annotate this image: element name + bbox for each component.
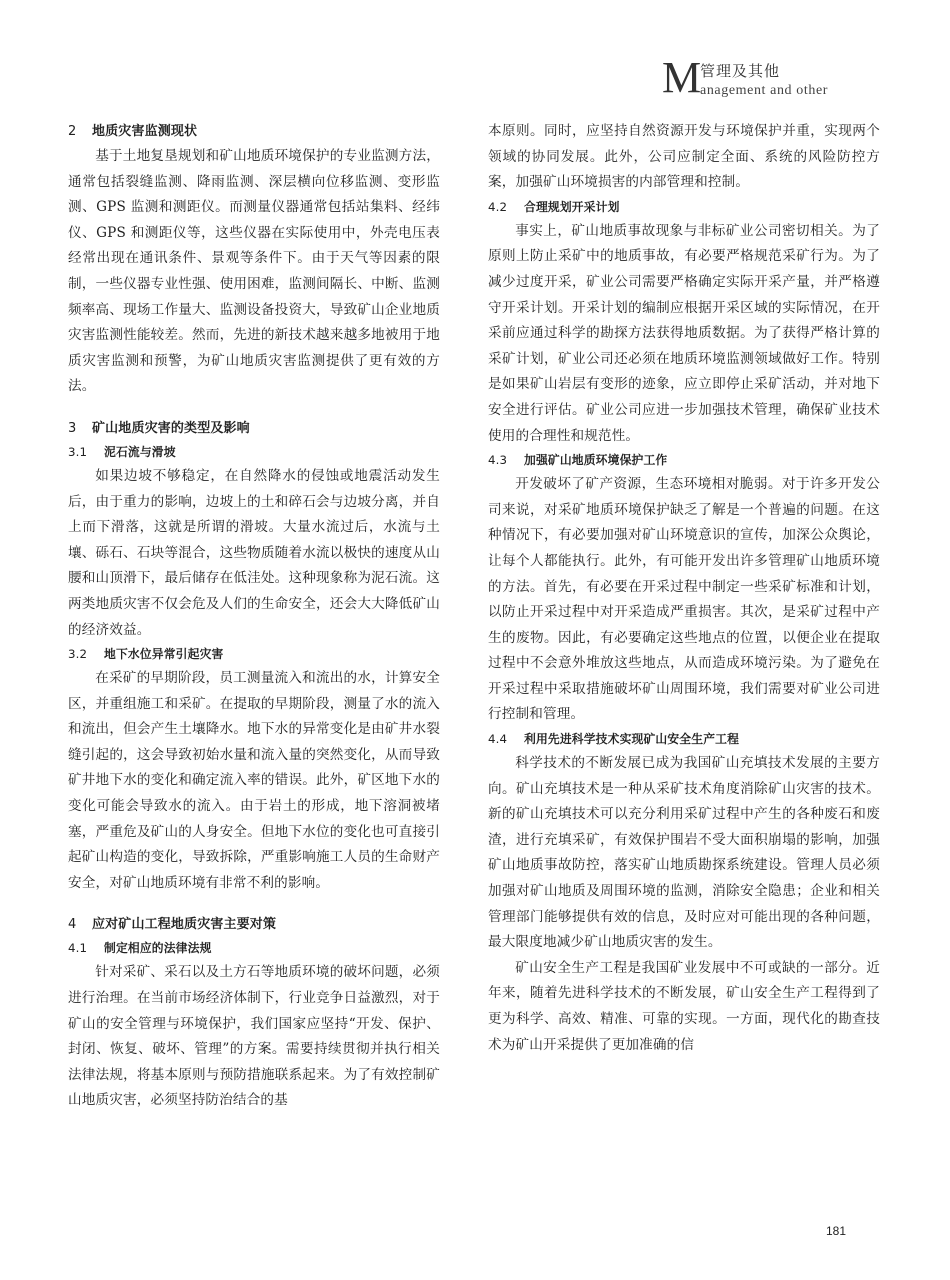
- header-logo-letter: M: [662, 53, 702, 102]
- paragraph: 开发破坏了矿产资源，生态环境相对脆弱。对于许多开发公司来说，对采矿地质环境保护缺乏了解是一个普遍的问题。在这种情况下，有必要加强对矿山环境意识的宣传，加深公众舆论，让每个人都能执行。此外，有可能开发出许多管理矿山地质环境的方法。首先，有必要在开采过程中制定一些采矿标准和计划，以防止开采过程中对开采造成严重损害。其次，是采矿过程中产生的废物。因此，有必要确定这些地点的位置，以便企业在提取过程中不会意外堆放这些地点，从而造成环境污染。为了避免在开采过程中采取措施破坏矿山周围环境，我们需要对矿业公司进行控制和管理。: [488, 476, 880, 723]
- paragraph-continued: 本原则。同时，应坚持自然资源开发与环境保护并重，实现两个领域的协同发展。此外，公司应制定全面、系统的风险防控方案，加强矿山环境损害的内部管理和控制。: [488, 123, 880, 191]
- paragraph: 在采矿的早期阶段，员工测量流入和流出的水，计算安全区，并重组施工和采矿。在提取的早期阶段，测量了水的流入和流出，但会产生土壤降水。地下水的异常变化是由矿井水裂缝引起的，这会导致初始水量和流入量的突然变化，从而导致矿井地下水的变化和确定流入率的错误。此外，矿区地下水的变化可能会导致水的流入。由于岩土的形成，地下溶洞被堵塞，严重危及矿山的人身安全。但地下水位的变化也可直接引起矿山构造的变化，导致拆除，严重影响施工人员的生命财产安全，对矿山地质环境有非常不利的影响。: [68, 670, 440, 891]
- paragraph: 针对采矿、采石以及土方石等地质环境的破坏问题，必须进行治理。在当前市场经济体制下，行业竞争日益激烈，对于矿山的安全管理与环境保护，我们国家应坚持“开发、保护、封闭、恢复、破坏、管理”的方案。需要持续贯彻并执行相关法律法规，将基本原则与预防措施联系起来。为了有效控制矿山地质灾害，必须坚持防治结合的基: [68, 964, 440, 1109]
- paragraph: 基于土地复垦规划和矿山地质环境保护的专业监测方法，通常包括裂缝监测、降雨监测、深层横向位移监测、变形监测、GPS 监测和测距仪。而测量仪器通常包括站集料、经纬仪、GPS 和测距仪等，这些仪器在实际使用中，外壳电压表经常出现在通讯条件、景观等条件下。由于天气等因素的限制，一些仪器专业性强、使用困难，监测间隔长、中断、监测频率高、现场工作量大、监测设备投资大，导致矿山企业地质灾害监测性能较差。然而，先进的新技术越来越多地被用于地质灾害监测和预警，为矿山地质灾害监测提供了更有效的方法。: [68, 148, 440, 395]
- paragraph: 科学技术的不断发展已成为我国矿山充填技术发展的主要方向。矿山充填技术是一种从采矿技术角度消除矿山灾害的技术。新的矿山充填技术可以充分利用采矿过程中产生的各种废石和废渣，进行充填采矿，有效保护围岩不受大面积崩塌的影响，加强矿山地质事故防控，落实矿山地质勘探系统建设。管理人员必须加强对矿山地质及周围环境的监测，消除安全隐患；企业和相关管理部门能够提供有效的信息，及时应对可能出现的各种问题，最大限度地减少矿山地质灾害的发生。: [488, 755, 880, 951]
- subsection-heading: 3.2 地下水位异常引起灾害: [68, 647, 224, 662]
- page-header: [662, 53, 862, 102]
- page-number: 181: [826, 1224, 847, 1238]
- header-section-title-en: anagement and other: [700, 83, 829, 98]
- right-column: [488, 119, 880, 1058]
- paragraph: 事实上，矿山地质事故现象与非标矿业公司密切相关。为了原则上防止采矿中的地质事故，有必要严格规范采矿行为。为了减少过度开采，矿业公司需要严格确定实际开采产量，并严格遵守开采计划。开采计划的编制应根据开采区域的实际情况，在开采前应通过科学的勘探方法获得地质数据。为了获得严格计算的采矿计划，矿业公司还必须在地质环境监测领域做好工作。特别是如果矿山岩层有变形的迹象，应立即停止采矿活动，并对地下安全进行评估。矿业公司应进一步加强技术管理，确保矿业技术使用的合理性和规范性。: [488, 222, 880, 444]
- section-heading: 2 地质灾害监测现状: [68, 124, 198, 139]
- header-section-title: 管理及其他: [700, 62, 781, 80]
- subsection-heading: 4.4 利用先进科学技术实现矿山安全生产工程: [488, 732, 740, 747]
- paragraph: 矿山安全生产工程是我国矿业发展中不可或缺的一部分。近年来，随着先进科学技术的不断发展，矿山安全生产工程得到了更为科学、高效、精准、可靠的实现。一方面，现代化的勘查技术为矿山开采提供了更加准确的信: [488, 959, 880, 1053]
- paragraph: 如果边坡不够稳定，在自然降水的侵蚀或地震活动发生后，由于重力的影响，边坡上的土和碎石会与边坡分离，并自上而下滑落，这就是所谓的滑坡。大量水流过后，水流与土壤、砾石、石块等混合，这些物质随着水流以极快的速度从山腰和山顶滑下，最后储存在低洼处。这种现象称为泥石流。这两类地质灾害不仅会危及人们的生命安全，还会大大降低矿山的经济效益。: [68, 467, 440, 638]
- subsection-heading: 3.1 泥石流与滑坡: [68, 444, 176, 459]
- subsection-heading: 4.2 合理规划开采计划: [488, 199, 620, 214]
- subsection-heading: 4.3 加强矿山地质环境保护工作: [488, 453, 668, 468]
- section-heading: 3 矿山地质灾害的类型及影响: [68, 420, 250, 436]
- left-column: [68, 119, 440, 1114]
- section-heading: 4 应对矿山工程地质灾害主要对策: [68, 917, 277, 933]
- subsection-heading: 4.1 制定相应的法律法规: [68, 941, 212, 956]
